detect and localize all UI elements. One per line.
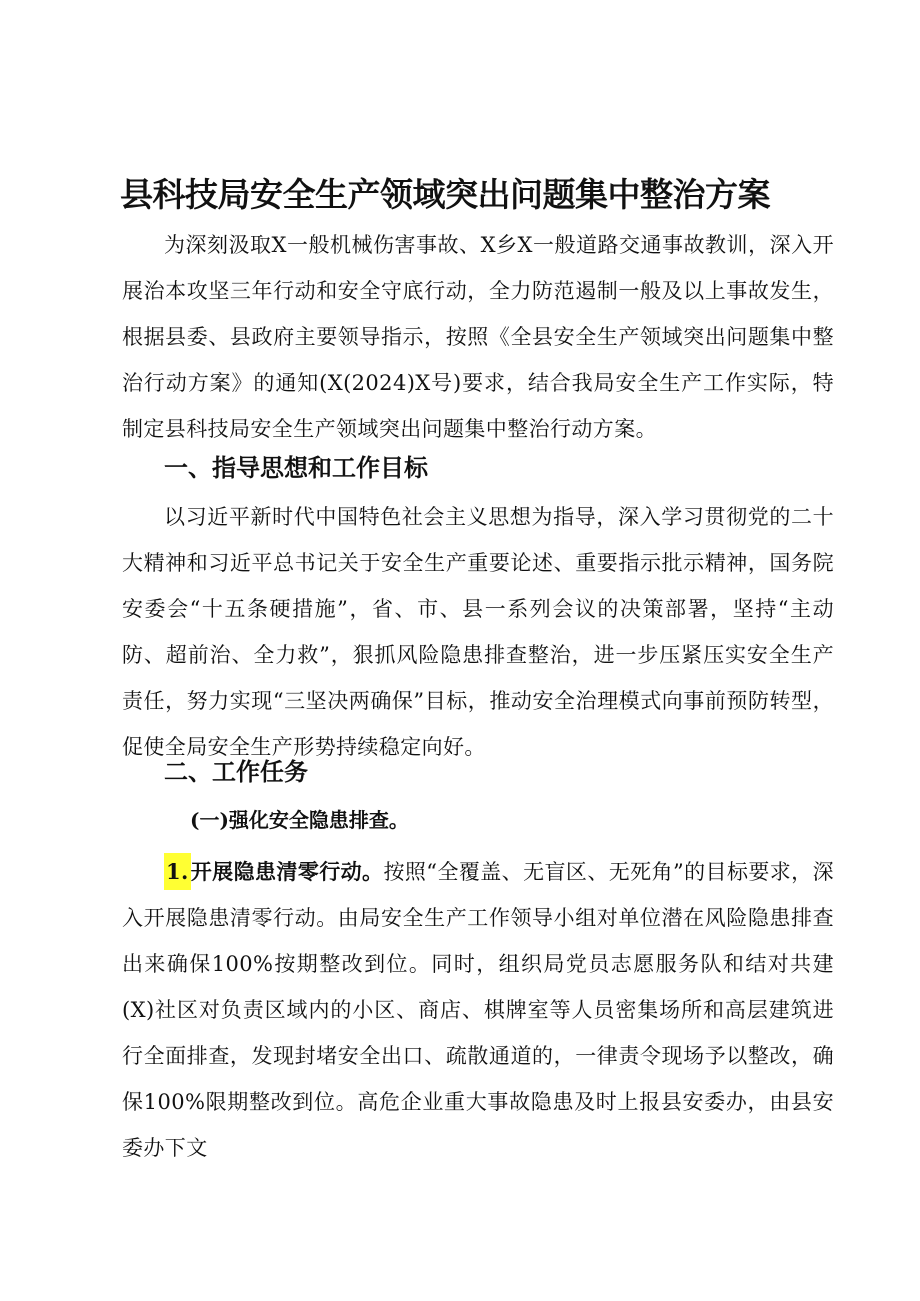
- section-1-heading: 一、指导思想和工作目标: [164, 454, 428, 482]
- section-1-paragraph: 以习近平新时代中国特色社会主义思想为指导，深入学习贯彻党的二十大精神和习近平总书记关于安全生产重要论述、重要指示批示精神，国务院安委会“十五条硬措施”，省、市、县一系列会议的决策部署，坚持“主动防、超前治、全力救”，狠抓风险隐患排查整治，进一步压紧压实安全生产责任，努力实现“三坚决两确保”目标，推动安全治理模式向事前预防转型，促使全局安全生产形势持续稳定向好。: [122, 505, 834, 759]
- section-2-heading: 二、工作任务: [164, 758, 308, 786]
- task-item-1-paragraph: [122, 849, 834, 1171]
- item-number-highlight: 1.: [164, 853, 191, 890]
- item-body-text: 按照“全覆盖、无盲区、无死角”的目标要求，深入开展隐患清零行动。由局安全生产工作领导小组对单位潜在风险隐患排查出来确保100%按期整改到位。同时，组织局党员志愿服务队和结对共建(X)社区对负责区域内的小区、商店、棋牌室等人员密集场所和高层建筑进行全面排查，发现封堵安全出口、疏散通道的，一律责令现场予以整改，确保100%限期整改到位。高危企业重大事故隐患及时上报县安委办，由县安委办下文: [122, 860, 834, 1160]
- intro-paragraph: 为深刻汲取X一般机械伤害事故、X乡X一般道路交通事故教训，深入开展治本攻坚三年行动和安全守底行动，全力防范遏制一般及以上事故发生，根据县委、县政府主要领导指示，按照《全县安全生产领域突出问题集中整治行动方案》的通知(X(2024)X号)要求，结合我局安全生产工作实际，特制定县科技局安全生产领域突出问题集中整治行动方案。: [122, 233, 834, 441]
- item-lead-text: 开展隐患清零行动。: [190, 859, 384, 884]
- document-title: 县科技局安全生产领域突出问题集中整治方案: [120, 175, 770, 214]
- subsection-1-heading: (一)强化安全隐患排查。: [190, 808, 409, 832]
